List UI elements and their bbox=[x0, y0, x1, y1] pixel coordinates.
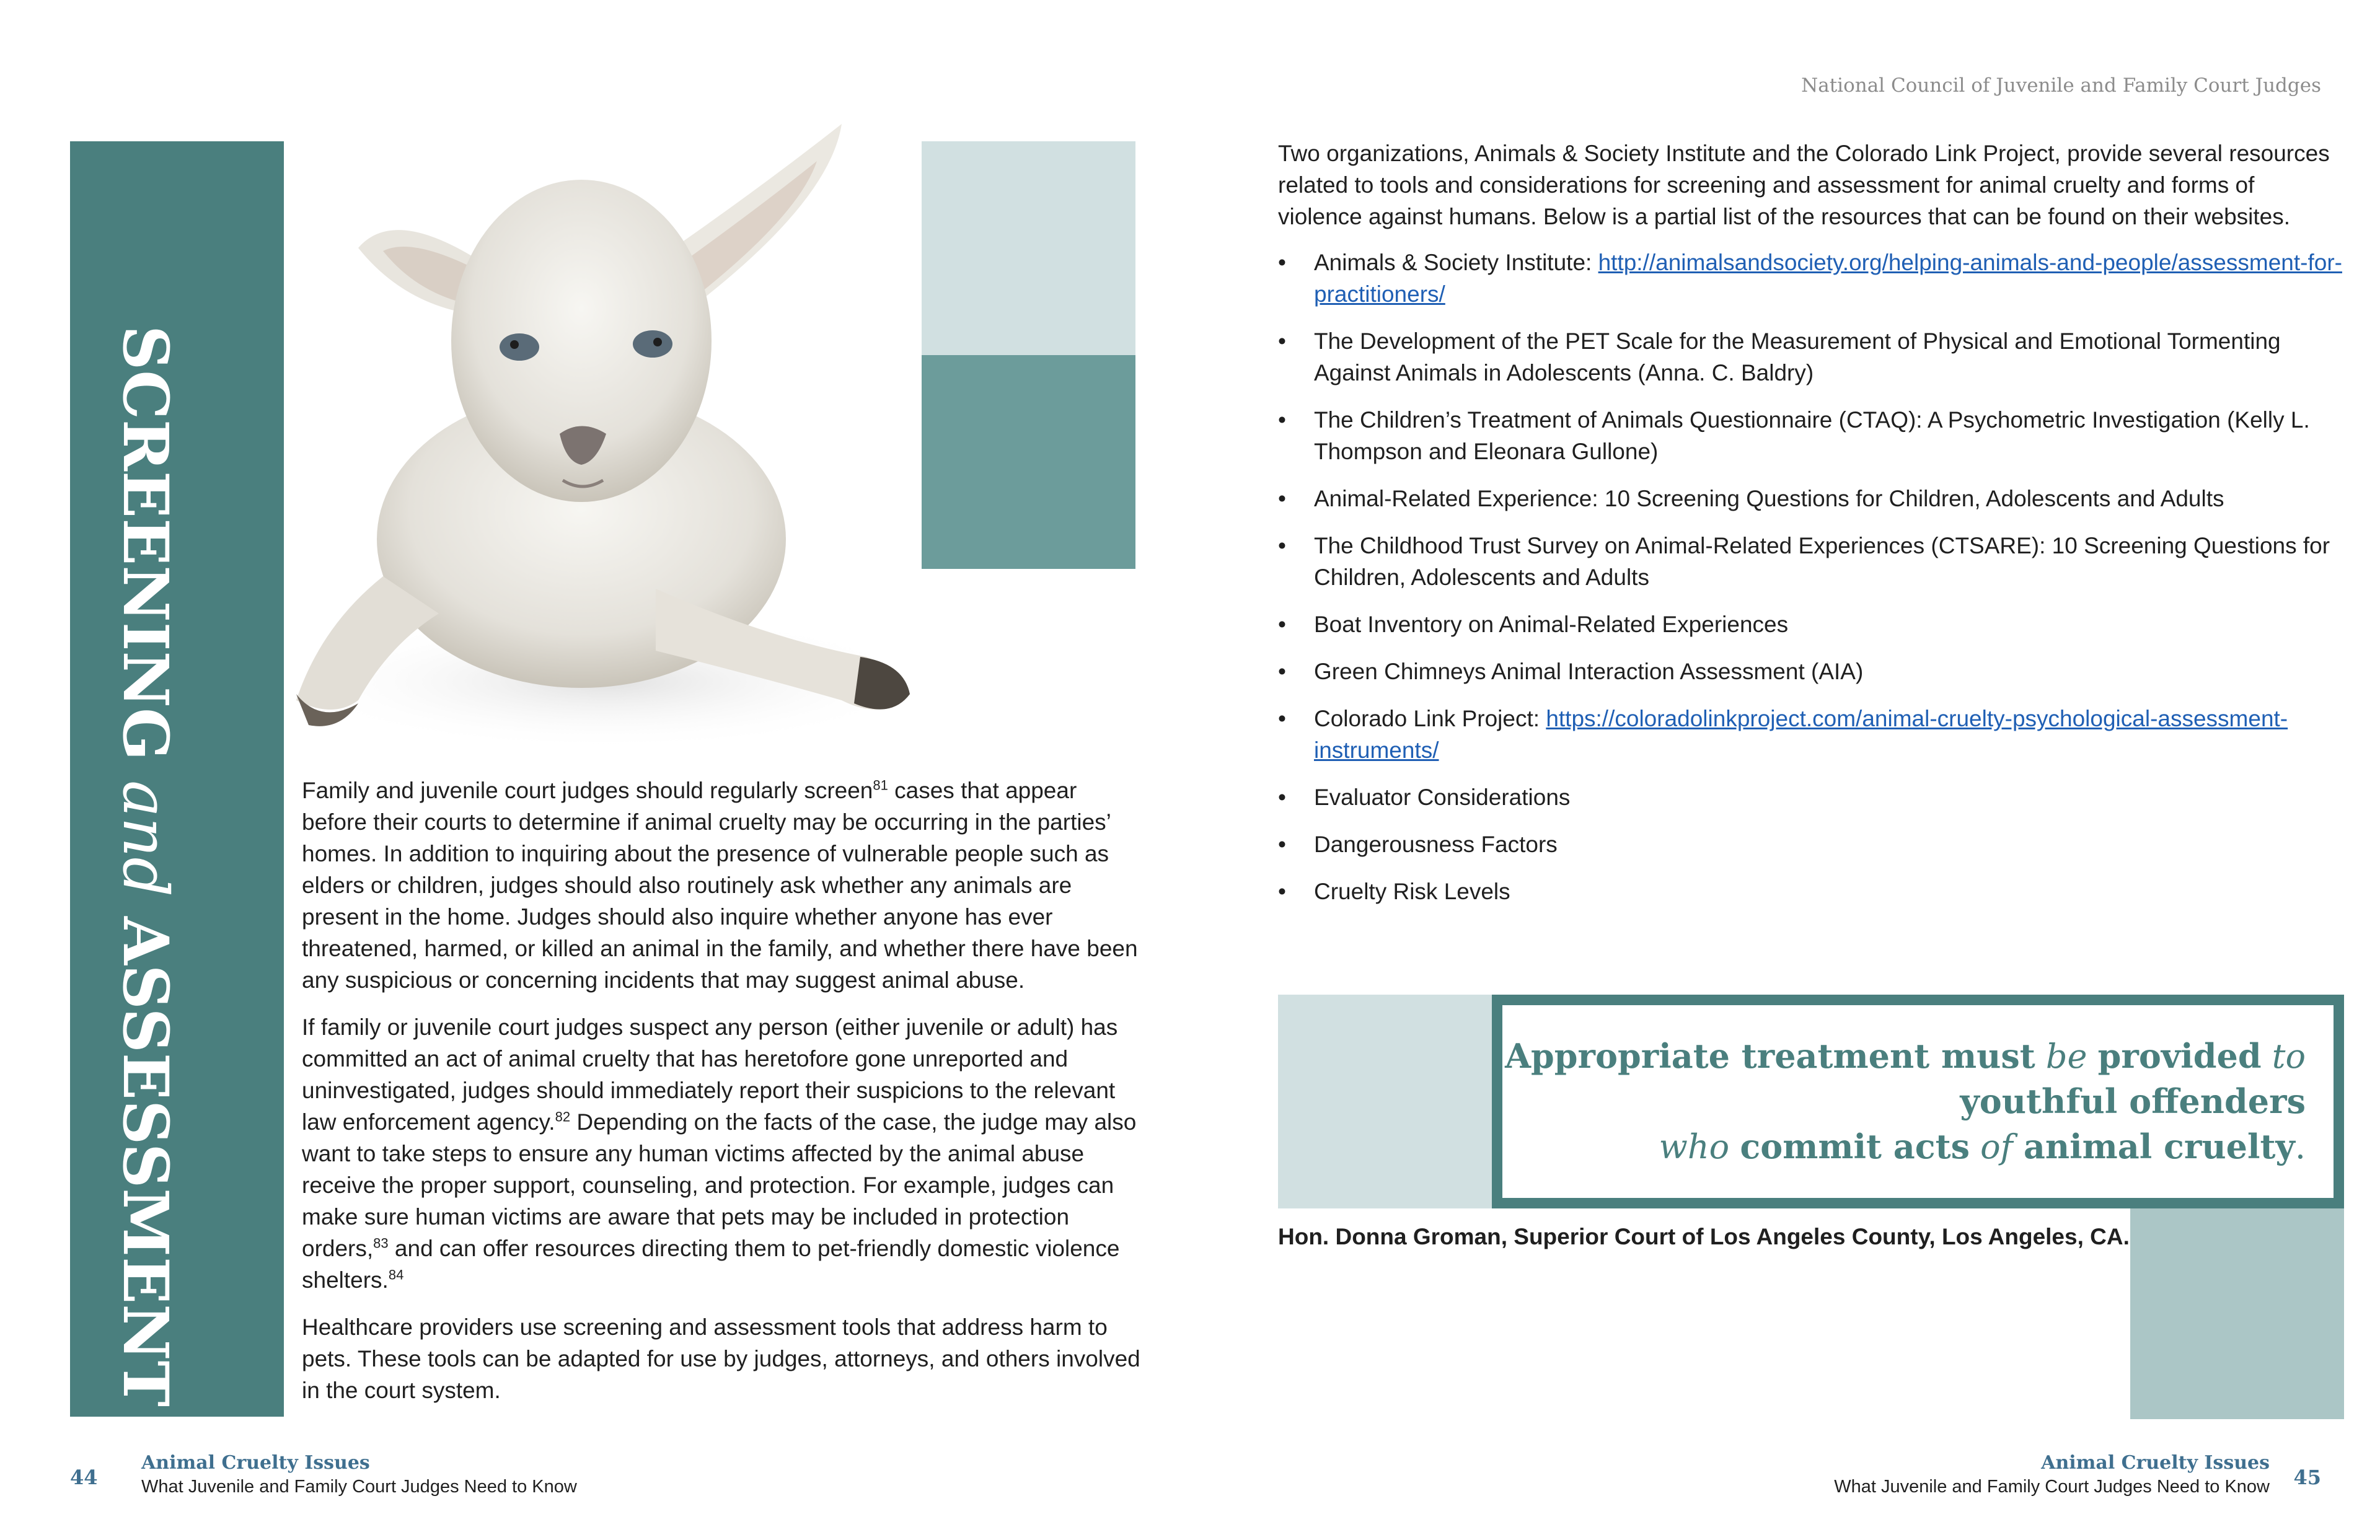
resources-intro: Two organizations, Animals & Society Institute and the Colorado Link Project, provide several resources related to tools and considerations for screening and assessment for animal cruelty and forms of violence against humans. Below is a partial list of the resources that can be found on their websites. bbox=[1278, 141, 2330, 229]
section-title-word-1: SCREENING bbox=[109, 325, 182, 761]
animals-society-link[interactable]: http://animalsandsociety.org/helping-animals-and-people/assessment-for-practitioners/ bbox=[1314, 250, 2342, 307]
list-item: • Animal-Related Experience: 10 Screening Questions for Children, Adolescents and Adults bbox=[1278, 486, 2224, 511]
page-number-right: 45 bbox=[2293, 1466, 2321, 1489]
list-item: • Dangerousness Factors bbox=[1278, 832, 1558, 857]
section-title bbox=[109, 325, 182, 1407]
list-item: • The Development of the PET Scale for the Measurement of Physical and Emotional Tormenting Against Animals in Adolescents (Anna. C. Baldry) bbox=[1278, 328, 2281, 385]
goat-kid-photo bbox=[284, 105, 928, 762]
list-item: • Colorado Link Project: https://coloradolinkproject.com/animal-cruelty-psychological-assessment-instruments/ bbox=[1278, 706, 2288, 763]
footnote-84: 84 bbox=[388, 1267, 404, 1283]
pull-quote: Appropriate treatment must be provided to youthful offenders who commit acts of animal cruelty. bbox=[1505, 1036, 2306, 1166]
list-item: • Cruelty Risk Levels bbox=[1278, 879, 1510, 904]
paragraph-screening: Family and juvenile court judges should regularly screen$^{81}$ cases that appear before their courts to determine if animal cruelty may be occurring in the parties’ homes. In addition to inquiring about the presence of vulnerable people such as elders or children, judges should also routinely ask whether any animals are present in the home. Judges should also inquire whether anyone has ever threatened, harmed, or killed an animal in the family, and whether there have been any suspicious or concerning incidents that may suggest animal abuse. bbox=[302, 777, 1138, 993]
list-item: • The Children’s Treatment of Animals Questionnaire (CTAQ): A Psychometric Investigation (Kelly L. Thompson and Eleonara Gullone) bbox=[1278, 407, 2310, 464]
list-item: • Green Chimneys Animal Interaction Assessment (AIA) bbox=[1278, 659, 1864, 684]
footer-subtitle: What Juvenile and Family Court Judges Need to Know bbox=[1834, 1477, 2270, 1497]
footer-right bbox=[1834, 1451, 2270, 1498]
footer-title: Animal Cruelty Issues bbox=[141, 1452, 370, 1474]
footer-left bbox=[141, 1451, 577, 1498]
quote-attribution: Hon. Donna Groman, Superior Court of Los Angeles County, Los Angeles, CA. bbox=[1278, 1224, 2130, 1249]
page-number-left: 44 bbox=[70, 1466, 98, 1489]
paragraph-healthcare: Healthcare providers use screening and assessment tools that address harm to pets. These tools can be adapted for use by judges, attorneys, and others involved in the court system. bbox=[302, 1314, 1140, 1403]
colorado-link-project-link[interactable]: https://coloradolinkproject.com/animal-cruelty-psychological-assessment-instruments/ bbox=[1314, 706, 2288, 763]
list-item: • Evaluator Considerations bbox=[1278, 785, 1571, 810]
list-item: • The Childhood Trust Survey on Animal-Related Experiences (CTSARE): 10 Screening Questions for Children, Adolescents and Adults bbox=[1278, 533, 2330, 590]
paragraph-reporting: If family or juvenile court judges suspect any person (either juvenile or adult) has committed an act of animal cruelty that has heretofore gone unreported and uninvestigated, judges should immediately report their suspicions to the relevant law enforcement agency.$^{82}$ Depending on the facts of the case, the judge may also want to take steps to ensure any human victims affected by the animal abuse receive the proper support, counseling, and protection. For example, judges can make sure human victims are aware that pets may be included in protection orders,$^{83}$ and can offer resources directing them to pet-friendly domestic violence shelters.$^{84}$ bbox=[302, 1014, 1137, 1293]
decorative-square-dark bbox=[922, 355, 1135, 569]
list-item: • Boat Inventory on Animal-Related Experiences bbox=[1278, 612, 1789, 637]
section-title-word-3: ASSESSMENT bbox=[109, 916, 182, 1407]
footnote-82: 82 bbox=[555, 1109, 571, 1125]
left-body-text bbox=[302, 775, 1145, 1422]
decorative-square-light bbox=[922, 141, 1135, 355]
footer-title: Animal Cruelty Issues bbox=[2041, 1452, 2270, 1474]
footnote-83: 83 bbox=[373, 1235, 389, 1251]
quote-decor-light bbox=[1278, 995, 1492, 1208]
pull-quote-box bbox=[1492, 995, 2344, 1208]
quote-decor-lower bbox=[2130, 1205, 2344, 1419]
footnote-81: 81 bbox=[873, 777, 888, 793]
section-title-word-2: and bbox=[109, 780, 182, 897]
resources-list bbox=[1278, 247, 2344, 923]
footer-subtitle: What Juvenile and Family Court Judges Need to Know bbox=[141, 1477, 577, 1497]
list-item: • Animals & Society Institute: http://animalsandsociety.org/helping-animals-and-people/assessment-for-practitioners/ bbox=[1278, 250, 2342, 307]
header-organization: National Council of Juvenile and Family Court Judges bbox=[1801, 74, 2321, 97]
